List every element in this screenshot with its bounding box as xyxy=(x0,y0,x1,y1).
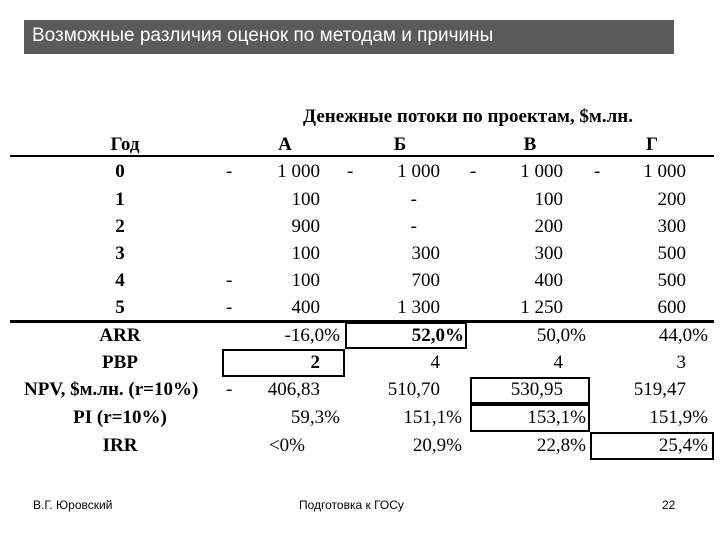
value-cell: 500 xyxy=(657,270,686,291)
sign-cell: - xyxy=(226,297,233,318)
value-cell: 600 xyxy=(657,297,686,318)
value-cell: 406,83 xyxy=(267,379,320,400)
arr-highlight-box xyxy=(345,322,467,349)
row-year-label: 0 xyxy=(115,161,125,182)
value-cell: 20,9% xyxy=(412,435,462,456)
value-cell: 1 000 xyxy=(643,161,686,182)
value-cell: 59,3% xyxy=(290,407,340,428)
value-cell: -16,0% xyxy=(284,325,340,346)
value-cell: 44,0% xyxy=(658,325,708,346)
value-cell: 4 xyxy=(553,352,563,373)
metric-label-npv: NPV, $м.лн. (r=10%) xyxy=(24,379,199,400)
row-year-label: 4 xyxy=(115,270,125,291)
metric-label-arr: ARR xyxy=(99,325,141,346)
footer-subtitle: Подготовка к ГОСу xyxy=(299,498,404,512)
sign-cell: - xyxy=(226,270,233,291)
row-year-label: 1 xyxy=(115,189,125,210)
value-cell: 700 xyxy=(411,270,440,291)
value-cell: 1 000 xyxy=(277,161,320,182)
value-cell: 519,47 xyxy=(633,379,686,400)
value-cell: 530,95 xyxy=(510,379,563,400)
value-cell: 153,1% xyxy=(527,407,586,428)
value-cell: 1 000 xyxy=(520,161,563,182)
value-cell: 151,9% xyxy=(649,407,708,428)
value-cell: 100 xyxy=(534,189,563,210)
footer-author: В.Г. Юровский xyxy=(33,498,113,512)
value-cell: 50,0% xyxy=(536,325,586,346)
value-cell: 100 xyxy=(291,189,320,210)
col-header-v: В xyxy=(523,134,537,155)
sign-cell: - xyxy=(470,161,477,182)
sign-cell: - xyxy=(347,161,354,182)
value-cell: 300 xyxy=(657,216,686,237)
row-year-label: 5 xyxy=(115,297,125,318)
value-cell: 3 xyxy=(676,352,686,373)
value-cell: 200 xyxy=(534,216,563,237)
value-cell: 151,1% xyxy=(403,407,462,428)
slide-title: Возможные различия оценок по методам и причины xyxy=(32,25,494,46)
table-super-header: Денежные потоки по проектам, $м.лн. xyxy=(303,106,633,127)
value-cell: <0% xyxy=(268,435,305,456)
pi-highlight-box xyxy=(470,404,590,432)
value-cell: 2 xyxy=(310,352,320,373)
value-cell: 510,70 xyxy=(387,379,440,400)
value-cell: 1 300 xyxy=(397,297,440,318)
col-header-a: А xyxy=(278,134,292,155)
sign-cell: - xyxy=(226,161,233,182)
value-cell: 500 xyxy=(657,243,686,264)
metric-label-pbp: PBP xyxy=(102,352,138,373)
value-cell: 4 xyxy=(430,352,440,373)
col-header-b: Б xyxy=(393,134,407,155)
value-cell: - xyxy=(410,189,417,210)
sign-cell: - xyxy=(226,379,233,400)
value-cell: 300 xyxy=(534,243,563,264)
year-header: Год xyxy=(110,134,140,155)
irr-highlight-box xyxy=(590,432,714,460)
footer-page-number: 22 xyxy=(662,498,676,512)
header-rule xyxy=(10,155,714,157)
value-cell: 1 000 xyxy=(397,161,440,182)
value-cell: 400 xyxy=(291,297,320,318)
value-cell: 22,8% xyxy=(536,435,586,456)
value-cell: 100 xyxy=(291,270,320,291)
value-cell: 300 xyxy=(411,243,440,264)
metric-label-pi: PI (r=10%) xyxy=(73,407,167,428)
value-cell: 100 xyxy=(291,243,320,264)
value-cell: 400 xyxy=(534,270,563,291)
value-cell: 1 250 xyxy=(520,297,563,318)
value-cell: 200 xyxy=(657,189,686,210)
value-cell: - xyxy=(410,216,417,237)
value-cell: 900 xyxy=(291,216,320,237)
value-cell: 52,0% xyxy=(411,325,464,346)
npv-highlight-box xyxy=(470,377,590,404)
value-cell: 25,4% xyxy=(658,435,708,456)
pbp-highlight-box xyxy=(222,349,345,377)
sign-cell: - xyxy=(594,161,601,182)
metric-label-irr: IRR xyxy=(102,435,138,456)
row-year-label: 3 xyxy=(115,243,125,264)
row-year-label: 2 xyxy=(115,216,125,237)
col-header-g: Г xyxy=(645,134,659,155)
